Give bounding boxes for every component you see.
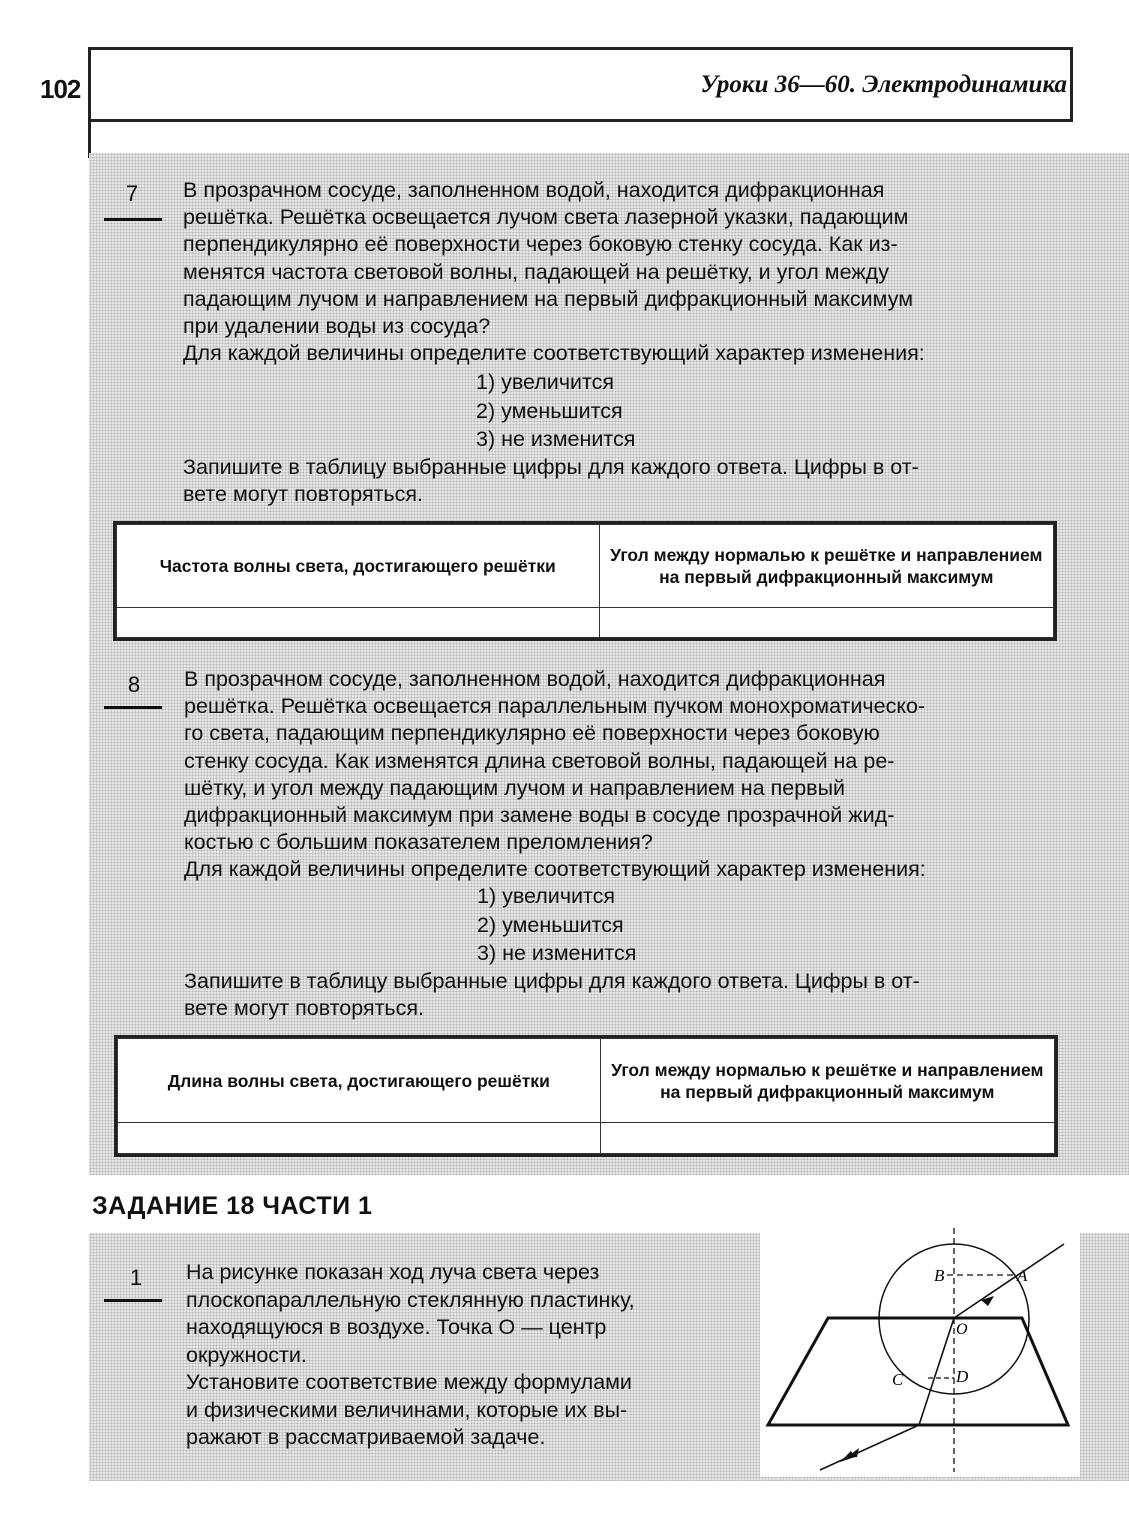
page-number: 102 <box>40 74 81 104</box>
task-8-instruction <box>184 968 1054 1022</box>
task-8-answer-table <box>114 1035 1058 1157</box>
text-line: ражают в рассматриваемой задаче. <box>186 1425 546 1449</box>
task-8-marker <box>104 706 162 709</box>
task-8-number: 8 <box>127 672 141 697</box>
text-line: стенку сосуда. Как изменятся длина световой волны, падающей на ре- <box>184 748 895 773</box>
section-title: ЗАДАНИЕ 18 ЧАСТИ 1 <box>92 1192 373 1220</box>
task-7-number: 7 <box>125 181 139 206</box>
text-line: перпендикулярно её поверхности через боковую стенку сосуда. Как из- <box>183 232 898 257</box>
ray-diagram <box>760 1222 1080 1477</box>
option: 2) уменьшится <box>477 912 624 937</box>
option: 2) уменьшится <box>476 398 623 423</box>
text-line: вете могут повторяться. <box>183 482 423 507</box>
label-c: C <box>892 1370 904 1389</box>
option: 3) не изменится <box>477 941 637 966</box>
text-line: при удалении воды из сосуда? <box>183 314 491 339</box>
option: 1) увеличится <box>476 370 615 394</box>
task-7-instruction <box>183 454 1053 508</box>
text-line: решётка. Решётка освещается лучом света лазерной указки, падающим <box>183 205 909 230</box>
label-a: A <box>1017 1266 1028 1285</box>
task-7-marker <box>104 218 162 221</box>
task-7-text <box>183 177 1053 367</box>
label-d: D <box>956 1367 969 1386</box>
label-o: O <box>956 1321 968 1338</box>
text-line: вете могут повторяться. <box>184 996 424 1021</box>
text-line: окружности. <box>186 1342 307 1367</box>
text-line: Для каждой величины определите соответствующий характер изменения: <box>183 341 925 366</box>
text-line: Запишите в таблицу выбранные цифры для каждого ответа. Цифры в от- <box>184 969 920 993</box>
text-line: На рисунке показан ход луча света через <box>186 1260 600 1284</box>
text-line: Запишите в таблицу выбранные цифры для каждого ответа. Цифры в от- <box>183 455 919 479</box>
task-1-number: 1 <box>129 1265 143 1290</box>
answer-cell-1[interactable] <box>118 1123 601 1154</box>
table-header-angle: Угол между нормалью к решётке и направлением на первый дифракционный максимум <box>600 1039 1054 1123</box>
task-8-text <box>184 666 1054 884</box>
answer-cell-1[interactable] <box>117 608 600 638</box>
text-line: Установите соответствие между формулами <box>186 1370 632 1394</box>
option: 3) не изменится <box>476 427 636 452</box>
text-line: го света, падающим перпендикулярно её поверхности через боковую <box>184 721 880 746</box>
text-line: Для каждой величины определите соответствующий характер изменения: <box>184 857 926 882</box>
table-header-angle: Угол между нормалью к решётке и направлением на первый дифракционный максимум <box>599 525 1053 608</box>
header-title: Уроки 36—60. Электродинамика <box>700 71 1067 98</box>
answer-cell-2[interactable] <box>599 608 1053 638</box>
task-8-options <box>477 882 636 968</box>
figure-background <box>760 1222 1080 1477</box>
task-1-marker <box>104 1299 162 1302</box>
text-line: падающим лучом и направлением на первый дифракционный максимум <box>183 286 913 311</box>
task-7-answer-table <box>113 521 1057 641</box>
task-1-text <box>186 1259 734 1452</box>
text-line: находящуюся в воздухе. Точка O — центр <box>186 1315 607 1339</box>
text-line: костью с большим показателем преломления? <box>184 830 653 855</box>
text-line: В прозрачном сосуде, заполненном водой, находится дифракционная <box>183 178 885 202</box>
table-header-frequency: Частота волны света, достигающего решётки <box>117 525 600 608</box>
answer-cell-2[interactable] <box>600 1123 1054 1154</box>
text-line: дифракционный максимум при замене воды в сосуде прозрачной жид- <box>184 803 895 828</box>
text-line: решётка. Решётка освещается параллельным пучком монохроматическо- <box>184 694 926 719</box>
text-line: шётку, и угол между падающим лучом и направлением на первый <box>184 775 846 800</box>
table-header-wavelength: Длина волны света, достигающего решётки <box>118 1039 601 1123</box>
text-line: В прозрачном сосуде, заполненном водой, находится дифракционная <box>184 667 886 691</box>
option: 1) увеличится <box>477 884 616 908</box>
text-line: и физическими величинами, которые их вы- <box>186 1397 628 1422</box>
text-line: плоскопараллельную стеклянную пластинку, <box>186 1287 635 1312</box>
task-7-options <box>476 368 635 454</box>
label-b: B <box>934 1266 945 1285</box>
text-line: менятся частота световой волны, падающей на решётку, и угол между <box>183 259 889 284</box>
